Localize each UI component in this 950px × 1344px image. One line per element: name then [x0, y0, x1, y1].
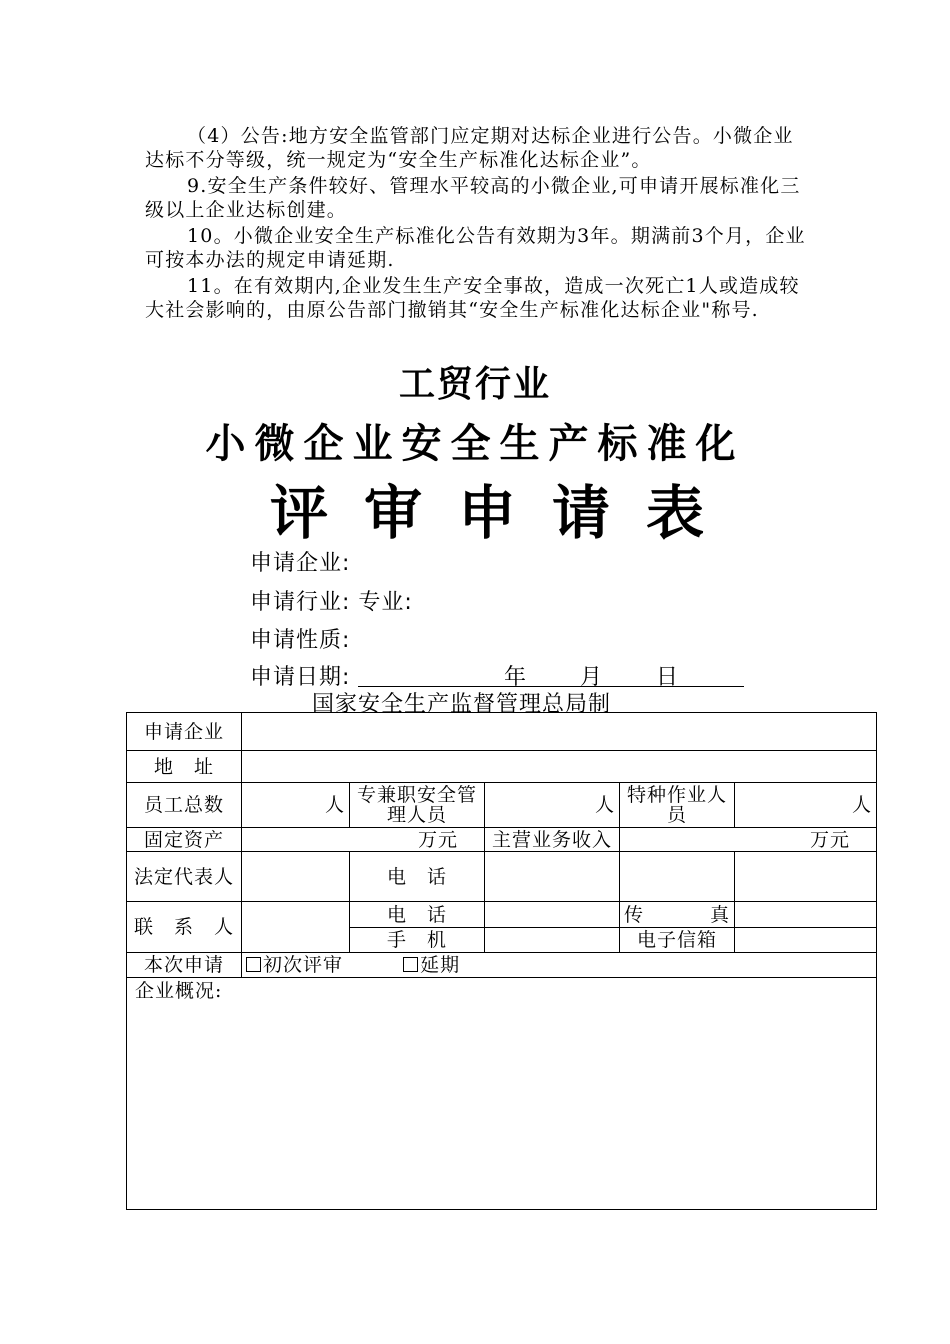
paragraph-announcement: （4）公告:地方安全监管部门应定期对达标企业进行公告。小微企业达标不分等级，统一规定为“安全生产标准化达标企业”。	[145, 125, 794, 171]
date-month: 月	[580, 665, 603, 690]
label-company: 申请企业	[127, 713, 242, 751]
checkbox-icon[interactable]	[246, 957, 261, 972]
unit-wan-yuan: 万元	[810, 828, 851, 851]
label-special-staff: 特种作业人 员	[620, 783, 735, 828]
label-legal-rep: 法定代表人	[127, 852, 242, 902]
input-legal-rep-phone[interactable]	[485, 852, 620, 902]
input-mobile[interactable]	[485, 928, 620, 953]
cover-field-date-label: 申请日期:	[250, 665, 351, 690]
input-contact-phone[interactable]	[485, 902, 620, 928]
label-contact-phone: 电 话	[350, 902, 485, 928]
input-company[interactable]	[242, 713, 877, 751]
label-email: 电子信箱	[620, 928, 735, 953]
label-legal-rep-phone: 电 话	[350, 852, 485, 902]
application-type-options	[242, 953, 877, 978]
date-year: 年	[504, 665, 527, 690]
checkbox-icon[interactable]	[403, 957, 418, 972]
input-legal-rep[interactable]	[242, 852, 350, 902]
unit-person: 人	[852, 794, 873, 816]
option-extension[interactable]: 延期	[403, 954, 460, 976]
cell-empty	[735, 852, 877, 902]
issuer-line: 国家安全生产监督管理总局制	[312, 692, 612, 717]
input-address[interactable]	[242, 751, 877, 783]
input-main-income[interactable]	[620, 828, 877, 852]
cover-date-line	[358, 660, 744, 690]
input-fax[interactable]	[735, 902, 877, 928]
title-industry: 工贸行业	[398, 364, 551, 405]
cover-field-industry: 申请行业: 专业:	[250, 590, 413, 615]
label-safety-staff: 专兼职安全管理人员	[350, 783, 485, 828]
paragraph-item-9: 9.安全生产条件较好、管理水平较高的小微企业,可申请开展标准化三级以上企业达标创建。	[145, 175, 801, 221]
label-overview: 企业概况:	[135, 980, 223, 1002]
title-form-name: 评审申请表	[269, 479, 740, 547]
input-staff-total[interactable]	[242, 783, 350, 828]
label-address: 地 址	[127, 751, 242, 783]
option-first-review[interactable]: 初次评审	[246, 954, 343, 976]
paragraph-item-11: 11。在有效期内,企业发生生产安全事故，造成一次死亡1人或造成较大社会影响的，由原公告部门撤销其“安全生产标准化达标企业"称号.	[145, 275, 800, 321]
cover-field-nature: 申请性质:	[250, 628, 351, 653]
unit-person: 人	[324, 794, 345, 816]
input-special-staff[interactable]	[735, 783, 877, 828]
title-subject: 小微企业安全生产标准化	[205, 421, 745, 467]
label-staff-total: 员工总数	[127, 783, 242, 828]
input-fixed-assets[interactable]	[242, 828, 485, 852]
paragraph-item-10: 10。小微企业安全生产标准化公告有效期为3年。期满前3个月，企业可按本办法的规定申请延期.	[145, 225, 806, 271]
application-form-table	[126, 712, 877, 1210]
unit-person: 人	[594, 794, 615, 816]
unit-wan-yuan: 万元	[417, 828, 458, 851]
label-mobile: 手 机	[350, 928, 485, 953]
label-fixed-assets: 固定资产	[127, 828, 242, 852]
date-day: 日	[656, 665, 679, 690]
label-contact: 联 系 人	[127, 902, 242, 953]
label-fax: 传 真	[620, 902, 735, 928]
cover-field-company: 申请企业:	[250, 551, 351, 576]
label-main-income: 主营业务收入	[485, 828, 620, 852]
company-overview-box[interactable]	[127, 978, 877, 1210]
cell-empty	[620, 852, 735, 902]
input-contact[interactable]	[242, 902, 350, 953]
input-email[interactable]	[735, 928, 877, 953]
input-safety-staff[interactable]	[485, 783, 620, 828]
label-this-application: 本次申请	[127, 953, 242, 978]
